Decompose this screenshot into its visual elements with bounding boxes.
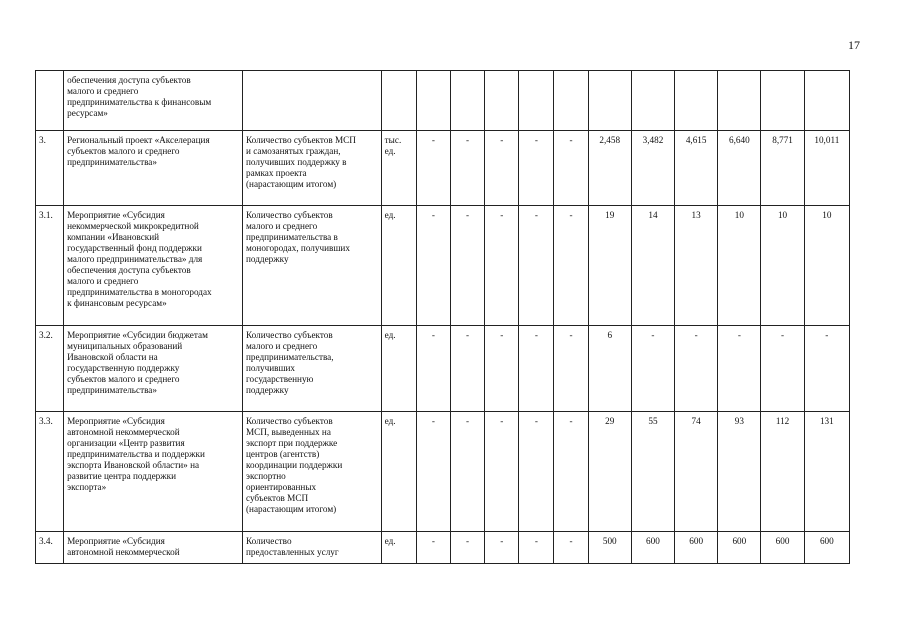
value-cell: - <box>554 326 588 412</box>
unit-cell: ед. <box>381 206 416 326</box>
value-cell: 112 <box>761 412 804 532</box>
value-cell: 600 <box>761 532 804 564</box>
value-cell <box>718 71 761 131</box>
value-cell: 19 <box>588 206 631 326</box>
value-cell: 13 <box>675 206 718 326</box>
value-cell <box>588 71 631 131</box>
value-cell: 14 <box>631 206 674 326</box>
value-cell: - <box>761 326 804 412</box>
value-cell: - <box>485 412 519 532</box>
value-cell <box>631 71 674 131</box>
value-cell: 10 <box>804 206 849 326</box>
value-cell: - <box>416 131 450 206</box>
value-cell: 600 <box>675 532 718 564</box>
table-row <box>36 131 850 206</box>
measure-name-cell: Региональный проект «Акселерация субъектов малого и среднего предпринимательства» <box>64 131 243 206</box>
value-cell: - <box>519 532 554 564</box>
row-number-cell: 3.2. <box>36 326 64 412</box>
value-cell: - <box>416 412 450 532</box>
indicator-cell: Количество субъектов МСП и самозанятых граждан, получивших поддержку в рамках проекта (нарастающим итогом) <box>243 131 382 206</box>
measure-name-cell: Мероприятие «Субсидия автономной некоммерческой <box>64 532 243 564</box>
table-row <box>36 412 850 532</box>
value-cell <box>519 71 554 131</box>
value-cell <box>554 71 588 131</box>
indicator-cell: Количество предоставленных услуг <box>243 532 382 564</box>
value-cell: 74 <box>675 412 718 532</box>
indicator-cell <box>243 71 382 131</box>
measure-name-cell: Мероприятие «Субсидии бюджетам муниципальных образований Ивановской области на государственную поддержку субъектов малого и среднего предпринимательства» <box>64 326 243 412</box>
measure-name-cell: Мероприятие «Субсидия автономной некоммерческой организации «Центр развития предпринимательства и поддержки экспорта Ивановской области» на развитие центра поддержки экспорта» <box>64 412 243 532</box>
value-cell: 4,615 <box>675 131 718 206</box>
value-cell <box>675 71 718 131</box>
value-cell: 10 <box>761 206 804 326</box>
table-row <box>36 71 850 131</box>
value-cell <box>485 71 519 131</box>
row-number-cell: 3.3. <box>36 412 64 532</box>
value-cell: 6 <box>588 326 631 412</box>
value-cell: - <box>451 326 485 412</box>
value-cell: - <box>451 532 485 564</box>
indicator-cell: Количество субъектов малого и среднего предпринимательства, получивших государственную поддержку <box>243 326 382 412</box>
value-cell: - <box>519 131 554 206</box>
value-cell: 500 <box>588 532 631 564</box>
value-cell: - <box>485 206 519 326</box>
value-cell: - <box>804 326 849 412</box>
row-number-cell: 3.1. <box>36 206 64 326</box>
table-row <box>36 206 850 326</box>
value-cell: - <box>554 532 588 564</box>
value-cell: 10,011 <box>804 131 849 206</box>
value-cell: - <box>451 206 485 326</box>
indicator-cell: Количество субъектов МСП, выведенных на экспорт при поддержке центров (агентств) координации поддержки экспортно ориентированных субъектов МСП (нарастающим итогом) <box>243 412 382 532</box>
value-cell <box>761 71 804 131</box>
page-number: 17 <box>848 38 860 52</box>
value-cell: - <box>416 326 450 412</box>
measure-name-cell: Мероприятие «Субсидия некоммерческой микрокредитной компании «Ивановский государственный фонд поддержки малого предпринимательства» для обеспечения доступа субъектов малого и среднего предпринимательства в моногородах к финансовым ресурсам» <box>64 206 243 326</box>
value-cell: 93 <box>718 412 761 532</box>
value-cell: - <box>485 131 519 206</box>
value-cell: 600 <box>631 532 674 564</box>
value-cell: 6,640 <box>718 131 761 206</box>
value-cell: - <box>675 326 718 412</box>
value-cell: 131 <box>804 412 849 532</box>
unit-cell: ед. <box>381 326 416 412</box>
value-cell: 3,482 <box>631 131 674 206</box>
value-cell: - <box>416 206 450 326</box>
row-number-cell <box>36 71 64 131</box>
value-cell: 55 <box>631 412 674 532</box>
value-cell <box>804 71 849 131</box>
value-cell: - <box>416 532 450 564</box>
unit-cell <box>381 71 416 131</box>
value-cell: - <box>519 326 554 412</box>
value-cell: - <box>451 131 485 206</box>
value-cell: - <box>485 326 519 412</box>
value-cell: - <box>485 532 519 564</box>
value-cell: - <box>519 206 554 326</box>
value-cell: 29 <box>588 412 631 532</box>
row-number-cell: 3. <box>36 131 64 206</box>
value-cell <box>451 71 485 131</box>
value-cell: - <box>519 412 554 532</box>
value-cell: 10 <box>718 206 761 326</box>
table-row <box>36 532 850 564</box>
value-cell: 8,771 <box>761 131 804 206</box>
value-cell: 2,458 <box>588 131 631 206</box>
measure-name-cell: обеспечения доступа субъектов малого и среднего предпринимательства к финансовым ресурсам» <box>64 71 243 131</box>
table-row <box>36 326 850 412</box>
value-cell: - <box>554 131 588 206</box>
value-cell: - <box>554 206 588 326</box>
value-cell: - <box>451 412 485 532</box>
unit-cell: тыс. ед. <box>381 131 416 206</box>
value-cell: - <box>554 412 588 532</box>
indicator-cell: Количество субъектов малого и среднего предпринимательства в моногородах, получивших поддержку <box>243 206 382 326</box>
value-cell: - <box>631 326 674 412</box>
value-cell: 600 <box>718 532 761 564</box>
unit-cell: ед. <box>381 412 416 532</box>
value-cell: 600 <box>804 532 849 564</box>
indicators-table <box>35 70 850 564</box>
value-cell: - <box>718 326 761 412</box>
value-cell <box>416 71 450 131</box>
row-number-cell: 3.4. <box>36 532 64 564</box>
unit-cell: ед. <box>381 532 416 564</box>
